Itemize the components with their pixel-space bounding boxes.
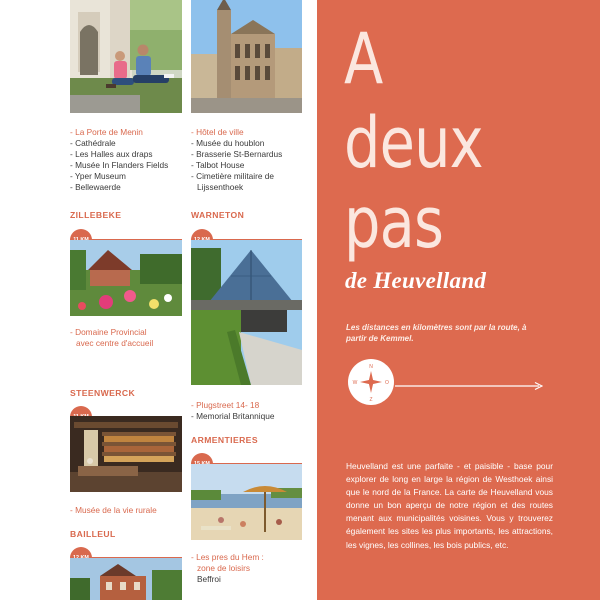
list-item: - Musée de la vie rurale — [70, 505, 157, 516]
zillebeke-heading: ZILLEBEKE — [70, 210, 122, 220]
warneton-list — [191, 400, 274, 422]
warneton-heading: WARNETON — [191, 210, 245, 220]
distance-note: Les distances en kilomètres sont par la route, à partir de Kemmel. — [346, 323, 527, 343]
zillebeke-list-continuation: avec centre d'accueil — [76, 338, 154, 348]
ypres-attractions-list-right — [191, 127, 282, 193]
zillebeke-photo — [70, 240, 182, 316]
list-item: - La Porte de Menin — [70, 127, 168, 138]
list-item: - Memorial Britannique — [191, 411, 274, 422]
armentieres-beach-photo — [191, 464, 302, 540]
list-item: - Domaine Provincial — [70, 327, 147, 338]
list-item: - Cimetière militaire de — [191, 171, 282, 182]
list-item: - Brasserie St-Bernardus — [191, 149, 282, 160]
title-line-3: pas — [344, 182, 444, 264]
list-item: - Talbot House — [191, 160, 282, 171]
armentieres-list-continuation: zone de loisirs — [197, 563, 251, 573]
list-item: - Yper Museum — [70, 171, 168, 182]
list-item: - Hôtel de ville — [191, 127, 282, 138]
compass-west: W — [352, 379, 358, 386]
town-hall-photo — [191, 0, 302, 113]
list-item: Lijssenthoek — [197, 182, 244, 192]
armentieres-list-item: Beffroi — [197, 574, 221, 584]
compass-south: Z — [369, 397, 373, 403]
direction-arrow-icon — [395, 378, 543, 388]
bailleul-photo — [70, 558, 182, 600]
zillebeke-list — [70, 327, 147, 338]
compass-north: N — [369, 364, 373, 370]
ypres-attractions-list-left — [70, 127, 168, 193]
list-item: - Musée du houblon — [191, 138, 282, 149]
title-line-2: deux — [344, 102, 483, 184]
list-item: - Bellewaerde — [70, 182, 168, 193]
armentieres-list — [191, 552, 264, 563]
menin-gate-photo — [70, 0, 182, 113]
list-item: - Plugstreet 14- 18 — [191, 400, 274, 411]
warneton-memorial-photo — [191, 240, 302, 385]
steenwerck-list — [70, 505, 157, 516]
subtitle: de Heuvelland — [345, 268, 487, 293]
steenwerck-heading: STEENWERCK — [70, 388, 136, 398]
title-line-1: A — [344, 18, 383, 100]
compass-icon — [347, 358, 395, 406]
armentieres-heading: ARMENTIERES — [191, 435, 258, 445]
intro-paragraph: Heuvelland est une parfaite - et paisible - base pour explorer de long en large la région de Westhoek ainsi que le nord de la France. La carte de Heuvelland vous donne un bon aperçu de notre région et des routes menant aux municipalités voisines. Vous y trouverez également les sites les plus importants, les attractions, les vignes, les collines, les bois publics, etc. — [346, 461, 553, 550]
list-item: - Cathédrale — [70, 138, 168, 149]
steenwerck-photo — [70, 416, 182, 492]
bailleul-heading: BAILLEUL — [70, 529, 116, 539]
list-item: - Les pres du Hem : — [191, 552, 264, 563]
list-item: - Les Halles aux draps — [70, 149, 168, 160]
list-item: - Musée In Flanders Fields — [70, 160, 168, 171]
compass-east: O — [385, 379, 389, 386]
